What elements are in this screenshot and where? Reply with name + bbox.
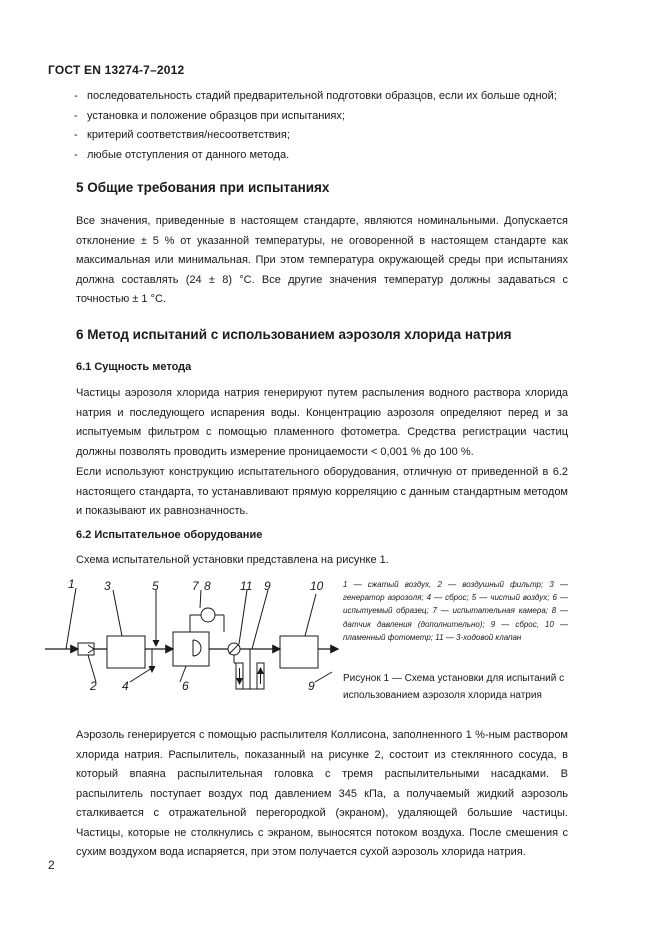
figure-label-2: 2 [90, 679, 97, 693]
section-5-text: Все значения, приведенные в настоящем стандарте, являются номинальными. Допускается отклонение ± 5 % от указанной температуры, не оговоренной в настоящем стандарте как максимальная или минимальная. При этом температура окружающей среды при испытаниях должна составлять (24 ± 8) °С. Все другие значения температур должны задаваться с точностью ± 1 °С. [76, 215, 568, 305]
pressure-sensor-symbol [201, 608, 215, 622]
bullet-list [74, 88, 574, 166]
figure-label-9b: 9 [308, 679, 315, 693]
figure-label-10: 10 [310, 579, 324, 593]
section-5-paragraph [76, 212, 568, 310]
section-6-1-text-1: Частицы аэрозоля хлорида натрия генерируют путем распыления водного раствора хлорида натрия и последующего испарения воды. Концентрацию аэрозоля определяют перед и за испытуемым фильтром с помощью пламенного фотометра. Средства регистрации частиц должны позволять проводить измерение проницаемости < 0,001 % до 100 %. [76, 387, 568, 458]
list-item-text: любые отступления от данного метода. [87, 148, 290, 161]
figure-1-diagram [40, 576, 340, 694]
list-item [74, 147, 574, 167]
bullet-dash: - [74, 148, 78, 161]
figure-label-8: 8 [204, 579, 211, 593]
flame-photometer-box [280, 636, 318, 668]
figure-label-6: 6 [182, 679, 189, 693]
figure-label-4: 4 [122, 679, 129, 693]
list-item-text: критерий соответствия/несоответствия; [87, 129, 290, 141]
section-6-heading: 6 Метод испытаний с использованием аэрозоля хлорида натрия [76, 327, 512, 342]
list-item-text: последовательность стадий предварительной подготовки образцов, если их больше одной; [87, 90, 557, 102]
figure-label-11: 11 [240, 579, 253, 593]
figure-label-1: 1 [68, 577, 75, 591]
figure-caption: Рисунок 1 — Схема установки для испытаний с использованием аэрозоля хлорида натрия [343, 673, 565, 701]
bullet-dash: - [74, 129, 78, 141]
closing-paragraph: Аэрозоль генерируется с помощью распылителя Коллисона, заполненного 1 %-ным раствором хлорида натрия. Распылитель, показанный на рисунке 2, состоит из стеклянного сосуда, в который впаяна распылительная головка с тремя распылительными насадками. В распылитель поступает воздух под давлением 345 кПа, а получаемый жидкий аэрозоль сталкивается с отражательной перегородкой (экраном), удаляющей большие частицы. Частицы, которые не столкнулись с экраном, выносятся потоком воздуха. После смешения с сухим воздухом вода испаряется, при этом получается сухой аэрозоль хлорида натрия. [76, 729, 568, 858]
section-6-1-heading: 6.1 Сущность метода [76, 361, 192, 373]
figure-legend: 1 — сжатый воздух, 2 — воздушный фильтр; 3 — генератор аэрозоля; 4 — сброс; 5 — чистый воздух; 6 — испытуемый образец; 7 — испытательная камера; 8 — датчик давления (дополнительно); 9 — сброс, 10 — пламенный фотометр; 11 — 3-ходовой клапан [343, 580, 568, 642]
standard-id-header: ГОСТ EN 13274-7–2012 [48, 63, 185, 77]
aerosol-generator-box [107, 636, 145, 668]
section-6-1-text-2: Если используют конструкцию испытательного оборудования, отличную от приведенной в 6.2 настоящего стандарта, то устанавливают прямую корреляцию с данным стандартным методом и показывают их равнозначность. [76, 466, 568, 517]
section-5-heading: 5 Общие требования при испытаниях [76, 180, 330, 195]
figure-label-9: 9 [264, 579, 271, 593]
list-item [74, 127, 574, 147]
test-chamber-box [173, 632, 209, 666]
bullet-dash: - [74, 109, 78, 122]
section-6-2-intro: Схема испытательной установки представлена на рисунке 1. [76, 554, 389, 566]
section-6-1-paragraph-2 [76, 463, 568, 522]
figure-label-7: 7 [192, 579, 199, 593]
figure-label-5: 5 [152, 579, 159, 593]
section-6-1-paragraph-1 [76, 384, 568, 462]
list-item [74, 88, 574, 108]
list-item-text: установка и положение образцов при испытаниях; [87, 109, 345, 122]
air-filter-symbol [78, 643, 94, 655]
bullet-dash: - [74, 90, 78, 102]
section-6-2-heading: 6.2 Испытательное оборудование [76, 529, 263, 541]
page-number: 2 [48, 858, 55, 872]
list-item [74, 108, 574, 128]
figure-label-3: 3 [104, 579, 111, 593]
